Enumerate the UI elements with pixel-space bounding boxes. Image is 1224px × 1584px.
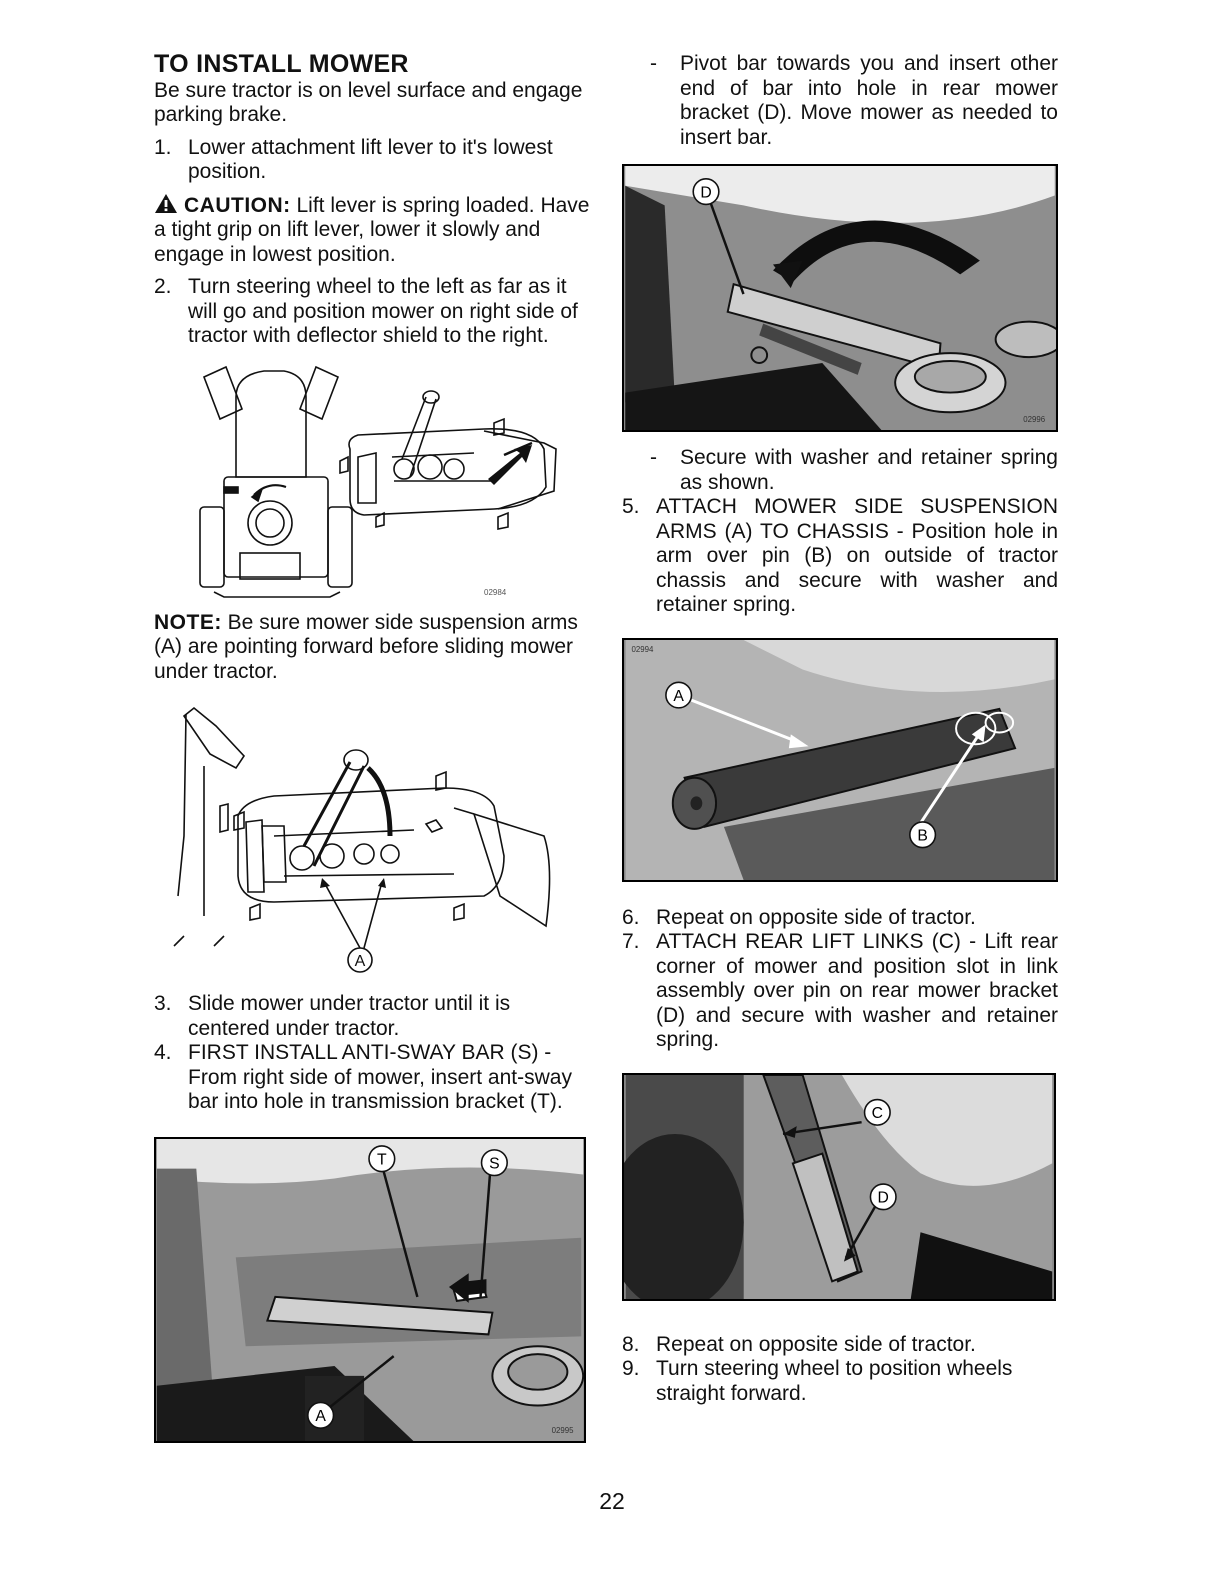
bullet-mark: - xyxy=(650,446,657,469)
step-5 xyxy=(622,495,1058,618)
bullet-secure xyxy=(622,446,1058,495)
step-number: 7. xyxy=(622,930,640,953)
callout-a: A xyxy=(673,687,684,705)
caution-paragraph xyxy=(154,193,590,268)
figure-mower-position-diagram xyxy=(154,357,590,599)
photo-code: 02995 xyxy=(551,1425,574,1435)
left-column xyxy=(154,52,590,1443)
step-3 xyxy=(154,992,590,1041)
bullet-text: Pivot bar towards you and insert other end of bar into hole in rear mower bracket (D). Move mower as needed to insert bar. xyxy=(680,52,1058,149)
step-1 xyxy=(154,136,590,185)
note-text: Be sure mower side suspension arms (A) are pointing forward before sliding mower under tractor. xyxy=(154,610,578,683)
photo-code: 02994 xyxy=(631,644,654,654)
bullet-mark: - xyxy=(650,52,657,75)
warning-triangle-icon xyxy=(154,193,178,214)
step-number: 2. xyxy=(154,275,172,298)
figure-suspension-arms-diagram xyxy=(154,696,590,986)
note-label: NOTE: xyxy=(154,610,222,634)
callout-c: C xyxy=(871,1104,883,1122)
note-paragraph xyxy=(154,611,590,685)
photo-suspension-arm-pin xyxy=(622,638,1058,882)
callout-b: B xyxy=(917,827,928,845)
step-7 xyxy=(622,930,1058,1053)
section-heading: TO INSTALL MOWER xyxy=(154,50,409,78)
photo-rear-mower-bracket xyxy=(622,164,1058,432)
step-text: Repeat on opposite side of tractor. xyxy=(656,905,976,929)
page-number: 22 xyxy=(599,1488,625,1514)
step-text: ATTACH MOWER SIDE SUSPENSION ARMS (A) TO CHASSIS - Position hole in arm over pin (B) on outside of tractor chassis and secure with washer and retainer spring. xyxy=(656,495,1058,616)
step-9 xyxy=(622,1357,1058,1406)
caution-text: Lift lever is spring loaded. Have a tight grip on lift lever, lower it slowly and engage in lowest position. xyxy=(154,193,590,266)
caution-label: CAUTION: xyxy=(184,193,291,217)
step-text: ATTACH REAR LIFT LINKS (C) - Lift rear corner of mower and position slot in link assembly over pin on rear mower bracket (D) and secure with washer and retainer spring. xyxy=(656,930,1058,1051)
step-text: Turn steering wheel to the left as far as it will go and position mower on right side of tractor with deflector shield to the right. xyxy=(188,275,578,347)
right-column xyxy=(622,52,1058,1406)
callout-t: T xyxy=(377,1151,387,1169)
callout-s: S xyxy=(489,1155,500,1173)
figure-code: 02984 xyxy=(484,587,507,597)
step-text: Slide mower under tractor until it is centered under tractor. xyxy=(188,992,511,1040)
step-text: Repeat on opposite side of tractor. xyxy=(656,1332,976,1356)
step-2 xyxy=(154,275,590,349)
intro-text: Be sure tractor is on level surface and engage parking brake. xyxy=(154,78,583,126)
step-8 xyxy=(622,1333,1058,1358)
step-6 xyxy=(622,906,1058,931)
photo-anti-sway-bar xyxy=(154,1137,586,1443)
step-number: 8. xyxy=(622,1332,640,1356)
step-text: FIRST INSTALL ANTI-SWAY BAR (S) - From right side of mower, insert ant-sway bar into hole in transmission bracket (T). xyxy=(188,1041,572,1113)
bullet-pivot-bar xyxy=(622,52,1058,150)
step-number: 5. xyxy=(622,495,640,518)
photo-code: 02996 xyxy=(1023,415,1046,425)
bullet-text: Secure with washer and retainer spring as shown. xyxy=(680,446,1058,494)
step-text: Turn steering wheel to position wheels straight forward. xyxy=(656,1357,1013,1405)
step-number: 3. xyxy=(154,992,172,1015)
step-number: 9. xyxy=(622,1357,640,1380)
step-4 xyxy=(154,1041,590,1115)
step-text: Lower attachment lift lever to it's lowest position. xyxy=(188,135,553,183)
callout-a: A xyxy=(354,953,366,970)
callout-d: D xyxy=(877,1189,889,1207)
step-number: 4. xyxy=(154,1041,172,1064)
photo-rear-lift-links xyxy=(622,1073,1056,1301)
step-number: 1. xyxy=(154,135,172,159)
callout-a: A xyxy=(315,1407,326,1425)
step-number: 6. xyxy=(622,905,640,929)
callout-d: D xyxy=(700,184,712,202)
